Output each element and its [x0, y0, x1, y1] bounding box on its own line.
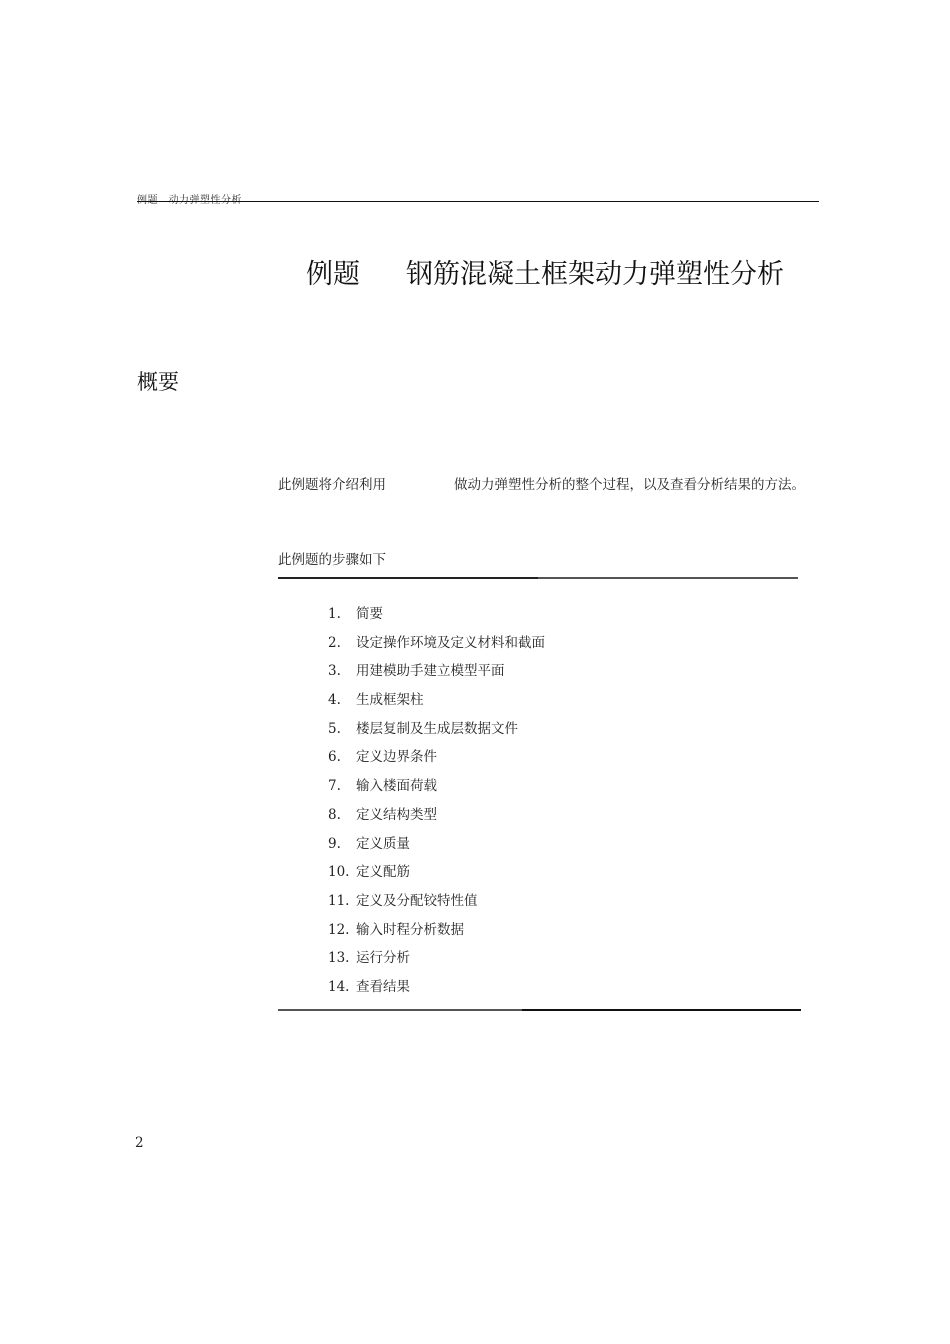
step-text: 定义及分配铰特性值	[356, 892, 478, 909]
list-item	[328, 631, 545, 660]
step-number: 8.	[328, 806, 341, 823]
step-text: 用建模助手建立模型平面	[356, 663, 505, 680]
running-header: 例题 动力弹塑性分析	[137, 195, 242, 206]
list-item	[328, 717, 545, 746]
list-item	[328, 745, 545, 774]
step-number: 2.	[328, 634, 341, 651]
step-number: 3.	[328, 663, 341, 680]
list-item	[328, 832, 545, 861]
list-item	[328, 860, 545, 889]
step-text: 定义配筋	[356, 864, 410, 881]
step-text: 生成框架柱	[356, 692, 424, 709]
intro-part-2: 做动力弹塑性分析的整个过程，以及查看分析结果的方法。	[454, 477, 805, 493]
title-text: 钢筋混凝土框架动力弹塑性分析	[406, 259, 784, 290]
document-title	[306, 252, 784, 291]
step-number: 4.	[328, 692, 341, 709]
header-rule	[137, 201, 819, 202]
list-item	[328, 602, 545, 631]
step-number: 12.	[328, 921, 350, 938]
step-number: 1.	[328, 606, 341, 622]
step-text: 简要	[356, 606, 383, 622]
list-item	[328, 946, 545, 975]
step-number: 10.	[328, 864, 350, 881]
step-text: 输入时程分析数据	[356, 921, 464, 938]
list-item	[328, 889, 545, 918]
step-text: 定义质量	[356, 835, 410, 852]
step-text: 定义边界条件	[356, 749, 437, 766]
steps-bottom-rule	[278, 1009, 801, 1011]
list-item	[328, 688, 545, 717]
step-number: 11.	[328, 892, 350, 909]
step-number: 9.	[328, 835, 341, 852]
steps-intro: 此例题的步骤如下	[278, 552, 386, 568]
list-item	[328, 659, 545, 688]
step-text: 定义结构类型	[356, 806, 437, 823]
steps-top-rule	[278, 577, 798, 579]
list-item	[328, 803, 545, 832]
step-text: 输入楼面荷载	[356, 778, 437, 795]
list-item	[328, 774, 545, 803]
step-number: 14.	[328, 978, 350, 995]
intro-paragraph	[278, 474, 814, 496]
title-label: 例题	[306, 259, 360, 290]
page-number: 2	[135, 1135, 144, 1151]
list-item	[328, 975, 545, 1004]
step-number: 6.	[328, 749, 341, 766]
steps-list	[328, 602, 545, 1004]
step-text: 楼层复制及生成层数据文件	[356, 720, 518, 737]
step-text: 查看结果	[356, 978, 410, 995]
step-text: 运行分析	[356, 950, 410, 967]
intro-part-1: 此例题将介绍利用	[278, 477, 386, 493]
step-number: 13.	[328, 950, 350, 967]
section-heading: 概要	[137, 370, 179, 394]
step-text: 设定操作环境及定义材料和截面	[356, 634, 545, 651]
list-item	[328, 918, 545, 947]
step-number: 7.	[328, 778, 341, 795]
step-number: 5.	[328, 720, 341, 737]
